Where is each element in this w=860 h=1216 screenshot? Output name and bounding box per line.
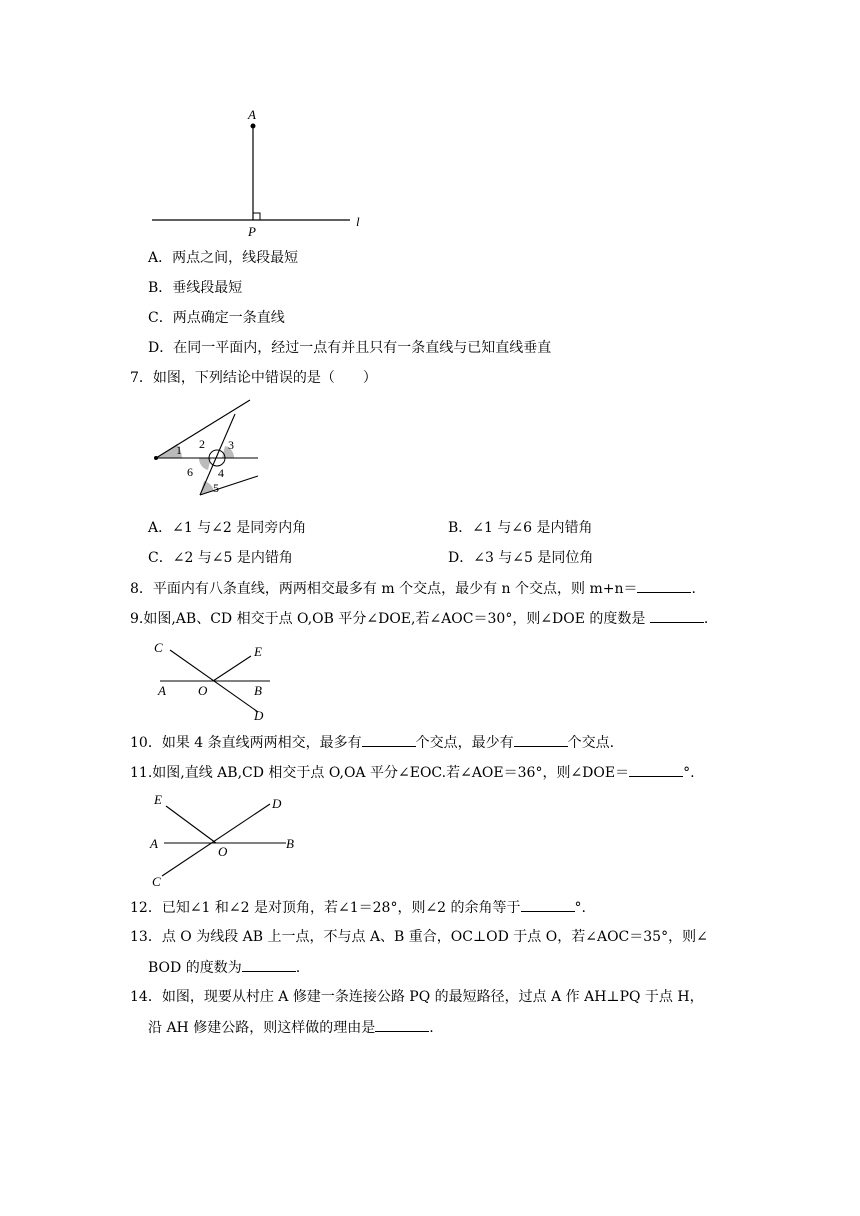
q14-line-1: 14．如图，现要从村庄 A 修建一条连接公路 PQ 的最短路径，过点 A 作 AH⊥PQ 于点 H， xyxy=(130,989,704,1005)
label-E: E xyxy=(154,792,162,807)
label-4: 4 xyxy=(218,466,224,480)
q11-end: °. xyxy=(683,765,695,781)
q13-end: . xyxy=(295,960,301,976)
label-B: B xyxy=(254,683,262,698)
q10-blank-min[interactable] xyxy=(514,732,568,747)
ray-OE xyxy=(166,806,216,843)
q12-answer-blank[interactable] xyxy=(521,897,575,912)
q9-text: 9.如图,AB、CD 相交于点 O,OB 平分∠DOE,若∠AOC＝30°，则∠DOE 的度数是 xyxy=(130,611,650,627)
label-1: 1 xyxy=(176,443,182,457)
q12-stem xyxy=(130,897,586,918)
label-C: C xyxy=(152,874,161,889)
label-B: B xyxy=(286,836,294,851)
q13-text: BOD 的度数为 xyxy=(148,960,242,976)
q7-option-c: C．∠2 与∠5 是内错角 xyxy=(148,550,293,566)
label-C: C xyxy=(154,640,163,655)
q12-end: °. xyxy=(574,900,586,916)
label-O: O xyxy=(218,844,228,859)
right-angle-mark xyxy=(253,213,260,220)
q8-stem xyxy=(130,578,696,599)
q14-answer-blank[interactable] xyxy=(375,1017,429,1032)
q10-text-2: 个交点，最少有 xyxy=(415,735,514,751)
q13-line-2 xyxy=(148,957,300,978)
q11-stem xyxy=(130,762,695,783)
label-6: 6 xyxy=(187,465,193,479)
label-A: A xyxy=(158,683,166,698)
q10-blank-max[interactable] xyxy=(362,732,416,747)
q8-answer-blank[interactable] xyxy=(637,578,691,593)
q8-text: 8．平面内有八条直线，两两相交最多有 m 个交点，最少有 n 个交点，则 m+n＝ xyxy=(130,581,638,597)
label-O: O xyxy=(198,683,208,698)
label-D: D xyxy=(272,796,282,811)
figure-angles-1-6 xyxy=(140,392,280,512)
label-A: A xyxy=(150,836,158,851)
q11-answer-blank[interactable] xyxy=(629,762,683,777)
figure-perpendicular-AP xyxy=(140,100,380,240)
q12-text: 12．已知∠1 和∠2 是对顶角，若∠1＝28°，则∠2 的余角等于 xyxy=(130,900,521,916)
ray-OE xyxy=(213,656,251,681)
q14-line-2 xyxy=(148,1017,434,1038)
label-E: E xyxy=(254,644,262,659)
label-D: D xyxy=(254,708,264,723)
label-P: P xyxy=(248,224,256,239)
q6-option-c: C．两点确定一条直线 xyxy=(148,310,285,326)
q7-option-a: A．∠1 与∠2 是同旁内角 xyxy=(148,520,307,536)
label-2: 2 xyxy=(199,437,205,451)
q10-stem xyxy=(130,732,614,753)
q10-text-3: 个交点. xyxy=(567,735,615,751)
q14-text: 沿 AH 修建公路，则这样做的理由是 xyxy=(148,1020,376,1036)
point-A xyxy=(251,124,256,129)
label-5: 5 xyxy=(213,481,219,495)
q8-end: . xyxy=(691,581,696,597)
q7-stem: 7．如图，下列结论中错误的是（ ） xyxy=(130,370,377,386)
point-left xyxy=(154,456,158,460)
q10-text-1: 10．如果 4 条直线两两相交，最多有 xyxy=(130,735,362,751)
q6-option-a: A．两点之间，线段最短 xyxy=(148,250,299,266)
q7-option-b: B．∠1 与∠6 是内错角 xyxy=(448,520,593,536)
q9-end: . xyxy=(703,611,709,627)
q13-line-1: 13．点 O 为线段 AB 上一点，不与点 A、B 重合，OC⊥OD 于点 O，若∠AOC＝35°，则∠ xyxy=(130,929,708,945)
label-A: A xyxy=(248,107,256,122)
label-l: l xyxy=(356,214,360,229)
figure-q9-lines xyxy=(148,636,288,726)
q6-option-d: D．在同一平面内，经过一点有并且只有一条直线与已知直线垂直 xyxy=(148,340,552,356)
figure-q11-lines xyxy=(146,788,306,892)
q9-stem xyxy=(130,608,708,629)
q6-option-b: B．垂线段最短 xyxy=(148,280,243,296)
label-3: 3 xyxy=(228,438,234,452)
q7-option-d: D．∠3 与∠5 是同位角 xyxy=(448,550,594,566)
q13-answer-blank[interactable] xyxy=(242,957,296,972)
q14-end: . xyxy=(429,1020,434,1036)
q11-text: 11.如图,直线 AB,CD 相交于点 O,OA 平分∠EOC.若∠AOE＝36°，则∠DOE＝ xyxy=(130,765,630,781)
q9-answer-blank[interactable] xyxy=(650,608,704,623)
